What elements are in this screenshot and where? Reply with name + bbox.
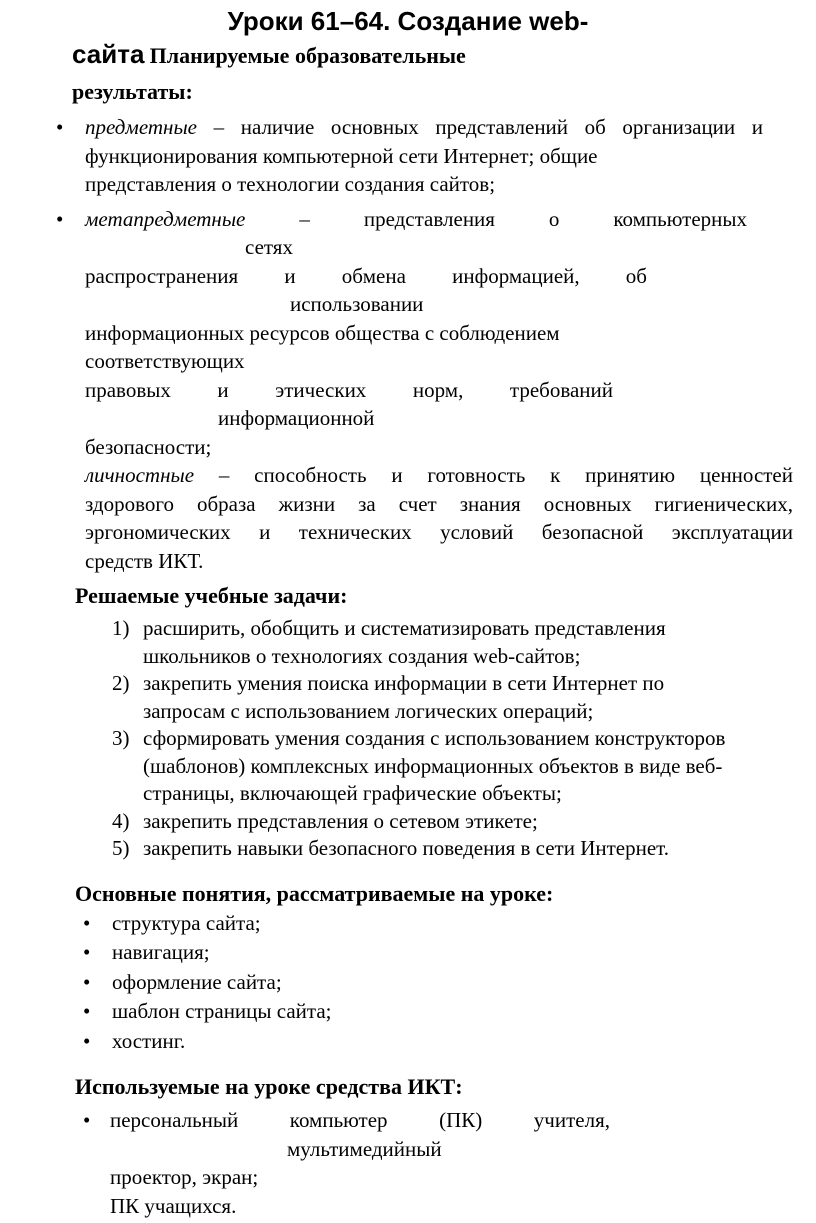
page-title-line-1: Уроки 61–64. Создание web- xyxy=(227,6,589,36)
page-title-line-2 xyxy=(72,36,816,75)
task-item-5 xyxy=(112,835,816,863)
ict-item xyxy=(83,1106,816,1220)
text-line: функционирования компьютерной сети Интернет; общие xyxy=(85,143,598,168)
bullet-icon: • xyxy=(83,999,91,1023)
text-line: безопасности; xyxy=(85,434,212,459)
text-line: закрепить умения поиска информации в сети Интернет по xyxy=(143,671,665,695)
concept-item-design xyxy=(83,968,816,998)
text-line: – способность и готовность к принятию ценностей xyxy=(218,463,793,487)
text-line: структура сайта; xyxy=(112,910,261,935)
text-line: расширить, обобщить и систематизировать представления xyxy=(143,616,666,640)
task-item-1 xyxy=(112,615,816,670)
concept-item-structure xyxy=(83,909,816,939)
text-line: закрепить представления о сетевом этикете; xyxy=(143,808,538,833)
text-line: ПК учащихся. xyxy=(110,1193,237,1218)
bullet-icon: • xyxy=(56,206,64,231)
text-line: хостинг. xyxy=(112,1028,186,1053)
text-line: (шаблонов) комплексных информационных объектов в виде веб- xyxy=(143,753,723,778)
task-number: 5) xyxy=(112,836,130,860)
text-line: оформление сайта; xyxy=(112,969,282,994)
text-line: эргономических и технических условий безопасной эксплуатации xyxy=(85,520,793,544)
task-number: 4) xyxy=(112,808,130,833)
text-line: соответствующих xyxy=(85,349,245,373)
page-title-word-sajta: сайта xyxy=(72,39,145,69)
text-line: средств ИКТ. xyxy=(85,548,204,573)
task-item-2 xyxy=(112,670,816,725)
text-line: информационной xyxy=(218,406,375,430)
heading-planned-results: Планируемые образовательные xyxy=(149,43,466,68)
text-line: мультимедийный xyxy=(287,1136,442,1161)
bullet-icon: • xyxy=(56,115,64,139)
text-line xyxy=(85,461,793,490)
text-line: распространения и обмена информацией, об xyxy=(85,263,647,288)
text-line: представления о технологии создания сайтов; xyxy=(85,172,496,196)
task-item-3 xyxy=(112,725,816,808)
bullet-icon: • xyxy=(83,940,91,964)
text-line: правовых и этических норм, требований xyxy=(85,377,613,402)
text-line: – представления о компьютерных xyxy=(299,206,748,231)
text-line: страницы, включающей графические объекты; xyxy=(143,781,562,805)
text-line: сформировать умения создания с использованием конструкторов xyxy=(143,726,726,750)
heading-concepts: Основные понятия, рассматриваемые на уроке: xyxy=(75,880,554,906)
task-number: 2) xyxy=(112,671,130,695)
text-line: запросам с использованием логических операций; xyxy=(143,698,594,723)
concept-item-template xyxy=(83,997,816,1027)
concept-item-hosting xyxy=(83,1027,816,1057)
text-line: информационных ресурсов общества с соблюдением xyxy=(85,320,560,345)
text-line: шаблон страницы сайта; xyxy=(112,999,332,1023)
term-metapredmetnye: метапредметные xyxy=(85,206,246,231)
heading-results: результаты: xyxy=(72,79,193,104)
bullet-icon: • xyxy=(83,969,91,994)
text-line: сетях xyxy=(245,235,293,259)
heading-ict: Используемые на уроке средства ИКТ: xyxy=(75,1074,463,1099)
text-line: закрепить навыки безопасного поведения в сети Интернет. xyxy=(143,836,670,860)
term-predmetnye: предметные xyxy=(85,115,197,139)
term-lichnostnye: личностные xyxy=(85,463,195,487)
text-line: навигация; xyxy=(112,940,210,964)
results-item-metapredmetnye xyxy=(56,205,816,462)
text-line: персональный компьютер (ПК) учителя, xyxy=(110,1108,610,1132)
text-line: – наличие основных представлений об организации и xyxy=(213,115,763,139)
heading-tasks: Решаемые учебные задачи: xyxy=(75,583,348,608)
concept-item-navigation xyxy=(83,938,816,968)
bullet-icon: • xyxy=(83,1028,91,1053)
text-line: школьников о технологиях создания web-сайтов; xyxy=(143,643,581,668)
task-number: 1) xyxy=(112,616,130,640)
text-line: проектор, экран; xyxy=(110,1165,259,1189)
task-item-4 xyxy=(112,808,816,836)
text-line: использовании xyxy=(290,292,424,316)
results-item-predmetnye xyxy=(56,113,816,199)
results-item-lichnostnye xyxy=(85,461,816,575)
text-line: здорового образа жизни за счет знания основных гигиенических, xyxy=(85,491,793,516)
text-line xyxy=(85,113,763,142)
bullet-icon: • xyxy=(83,1108,91,1132)
text-line xyxy=(85,205,747,234)
bullet-icon: • xyxy=(83,910,91,935)
task-number: 3) xyxy=(112,726,130,750)
